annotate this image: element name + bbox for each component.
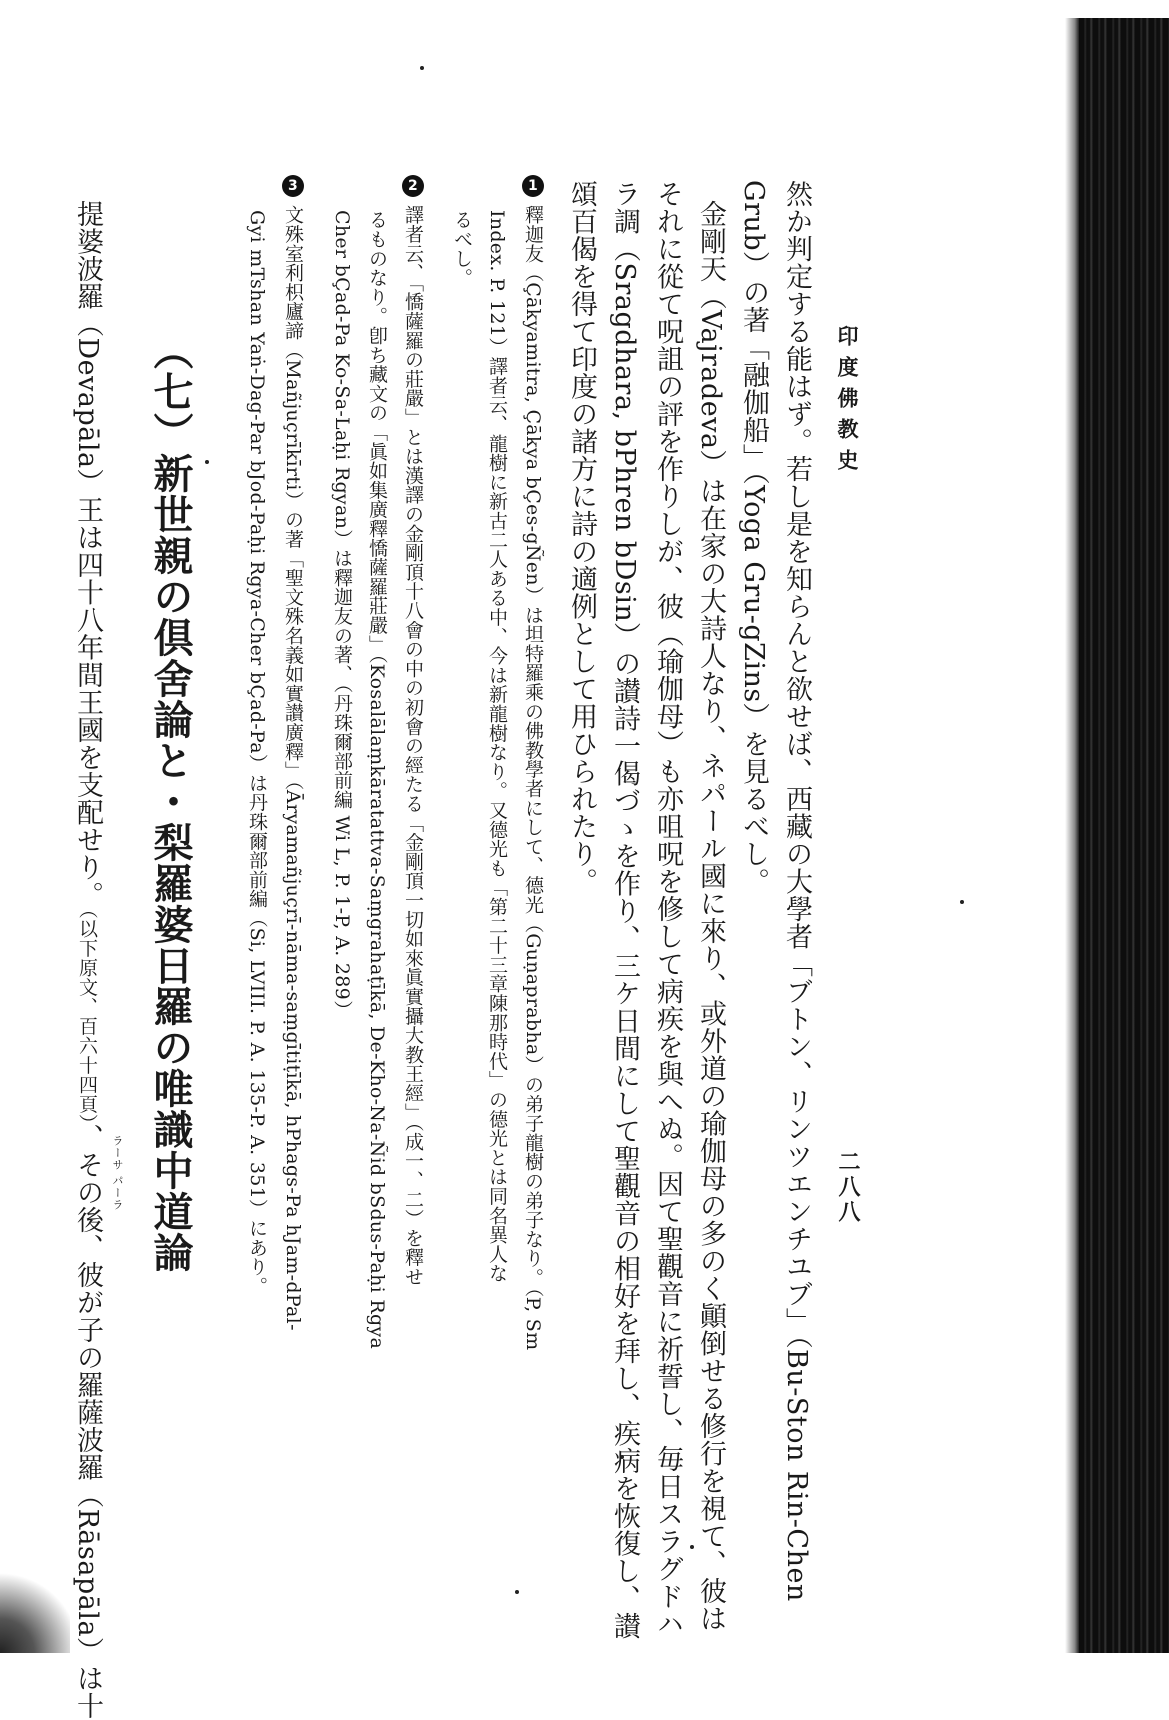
corner-shadow — [0, 1563, 70, 1653]
body-line: 然か判定する能はず。若し是を知らんと欲せば、西藏の大學者「ブトン、リンツエンチユブ」（Bu-Ston Rin-Chen — [781, 180, 812, 1602]
final-line-end: 、その後、彼が子の羅薩波羅（Rāsapāla）は十 — [72, 1123, 103, 1720]
note-2-line: Cher bÇad-Pa Ko-Sa-Laḥi Rgyan）は釋迦友の著、（丹珠爾部前編 Wi L, P. 1-P, A. 289） — [331, 210, 353, 1020]
body-line: ラ調（Sragdhara, bPhren bDsin）の讃詩一偈づゝを作り、三ケ日間にして聖觀音の相好を拜し、疾病を恢復し、讃 — [609, 180, 640, 1640]
scan-speck — [420, 66, 424, 70]
note-marker: 2 — [402, 175, 424, 197]
note-3-line: Gyi mTshan Yaṅ-Dag-Par bJod-Paḥi Rgya-Cher bÇad-Pa）は丹珠爾部前編（Si, LVIII. P. A. 135-P. A. 351）にあり。 — [246, 210, 268, 1296]
note-text: 文殊室利枳廬諦（Mañjuçrīkīrti）の著「聖文殊名義如實讃廣釋」（Āryamañjuçrī-nāma-saṃgītiṭīkā, hPhags-Pa hJam-dPal- — [282, 205, 304, 1331]
body-line: 金剛天（Vajradeva）は在家の大詩人なり、ネパール國に來り、或外道の瑜伽母の多のく顚倒せる修行を視て、彼は — [695, 200, 726, 1633]
inline-source-note: （以下原文、百六十四頁） — [76, 908, 98, 1124]
ruby-rasa: ラーサ — [111, 1135, 124, 1171]
note-text: 釋迦友（Çākyamitra, Çākya bÇes-gÑen）は坦特羅乘の佛教學者にして、德光（Guṇaprabha）の弟子龍樹の弟子なり。（P, Sm — [522, 205, 544, 1351]
running-title: 印度佛教史 — [835, 325, 860, 480]
ruby-pala: パーラ — [111, 1175, 124, 1211]
page-number: 二八八 — [835, 1150, 861, 1225]
note-3-line — [282, 175, 304, 1331]
note-1-line — [522, 175, 544, 1350]
note-1-line: Index. P. 121）譯者云、龍樹に新古二人ある中、今は新龍樹なり。又德光も「第二十三章陳那時代」の德光とは同名異人な — [486, 210, 508, 1283]
body-line: 頌百偈を得て印度の諸方に詩の適例として用ひられたり。 — [566, 180, 597, 895]
note-2-line — [402, 175, 424, 1286]
final-line-start: 提婆波羅（Devapāla）王は四十八年間王國を支配せり。 — [72, 200, 103, 909]
scan-speck — [960, 900, 964, 904]
body-line: Grub）の著「融伽船」（Yoga Gru-gZins）を見るべし。 — [738, 180, 769, 896]
binding-edge — [1079, 18, 1169, 1653]
binding-shadow — [1065, 18, 1079, 1653]
final-body-line — [74, 200, 101, 1720]
note-marker: 3 — [282, 175, 304, 197]
section-title: （七）新世親の倶舍論と・梨羅婆日羅の唯識中道論 — [147, 330, 194, 1273]
scan-speck — [690, 1545, 694, 1549]
note-marker: 1 — [522, 175, 544, 197]
body-line: それに從て呪詛の評を作りしが、彼（瑜伽母）も亦咀呪を修して病疾を與へぬ。因て聖觀音に祈誓し、毎日スラグドハ — [652, 180, 683, 1638]
scan-speck — [515, 1590, 519, 1594]
note-2-line: るものなり。卽ち藏文の「眞如集廣釋憍薩羅莊嚴」（Kosalālaṃkāratattva-Saṃgrahaṭīkā, De-Kho-Na-Ñid bSdus-Paḥi Rgya — [366, 210, 388, 1350]
note-1-line: るべし。 — [451, 210, 473, 288]
note-text: 譯者云、「憍薩羅の莊嚴」とは漢譯の金剛頂十八會の中の初會の經たる「金剛頂一切如來眞實攝大教王經」（成一、二）を釋せ — [402, 205, 424, 1287]
scan-speck — [205, 460, 209, 464]
